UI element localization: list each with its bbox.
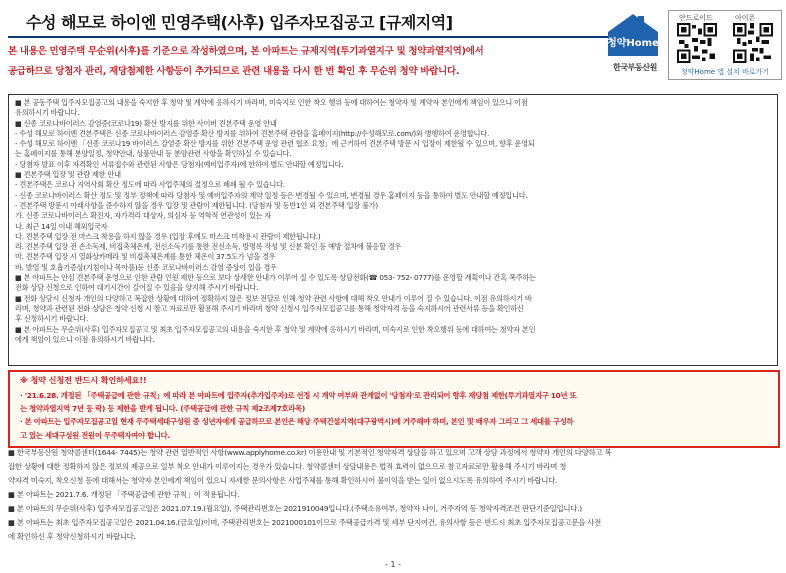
text-line: - 수성 해모로 하이엔 「신종 코로나19 바이러스 감염증 확산 방지를 위한 견본주택 운영 관련 협조 요청」에 근거하여 견본주택 방문 시 입장이 제한될 수 있으며, 향후 운영되 — [15, 139, 535, 149]
bottom-notes — [8, 446, 778, 544]
text-line: 에 확인하신 후 청약신청하시기 바랍니다. — [8, 532, 136, 541]
android-qr-code[interactable] — [677, 23, 717, 63]
text-line: 잡한 상황에 대한 정확하지 않은 정보의 제공으로 일부 착오 안내가 이루어지는 경우가 있습니다. 청약콜센터 상담내용은 법적 효력이 없으므로 참고자료로만 활용해 주시기 바라며 청 — [8, 462, 567, 471]
text-line: ■ 본 아파트의 무순위(사후) 입주자모집공고일은 2021.07.19.(월요일), 주택관리번호는 2021910049입니다.(주택소유여부, 청약자 나이, 거주지역 등 청약자격조건 판단기준일입니다.) — [8, 504, 582, 513]
text-line: ■ 본 아파트는 2021.7.6. 개정된 「주택공급에 관한 규칙」이 적용됩니다. — [8, 490, 240, 499]
guidance-lines — [15, 98, 771, 345]
text-line: 는 청약과열지역 7년 등 락) 등 제한을 받게 됩니다. (주택공급에 관한 규칙 제2조제7호라목) — [20, 404, 305, 414]
text-line: ■ 본 아파트는 안심 견본주택 운영으로 인한 관람 인원 제한 등으로 보다 상세한 안내가 이루어 질 수 있도록 상담전화(☎ 053- 752- 0777)를 운영할 계획이나 간혹 폭주하는 — [15, 273, 536, 283]
text-line: 에게 책임이 있으니 이점 유의하시기 바랍니다. — [15, 334, 155, 344]
text-line: - 견본주택은 코로나 지역사회 확산 정도에 따라 사업주체의 결정으로 폐쇄 될 수 있습니다. — [15, 180, 285, 190]
header — [10, 6, 650, 36]
text-line: 라. 견본주택 입장 전 손소독제, 비접촉체온계, 전신소독기를 통한 전신소독, 방명록 작성 및 신분 확인 등 예방 절차에 불응할 경우 — [15, 242, 402, 252]
text-line: ■ 견본주택 입장 및 관람 제한 안내 — [15, 170, 121, 180]
page-title: 수성 해모로 하이엔 민영주택(사후) 입주자모집공고 [규제지역] — [26, 13, 453, 32]
text-line: - 당첨자 발표 이후 자격확인 서류접수와 관련된 사항은 당첨자(예비입주자)에 한하여 별도 안내할 예정입니다. — [15, 159, 344, 169]
warning-box — [8, 370, 780, 448]
text-line: ■ 전화 상담시 신청자 개인의 다양하고 복잡한 상황에 대하여 정확하지 않은 정보 전달로 인해 청약 관련 사항에 대해 착오 안내가 이루어 질 수 있습니다. 이점 유의하시기 바 — [15, 293, 532, 303]
page-number: - 1 - — [385, 560, 401, 569]
notice-line: 본 내용은 민영주택 무순위(사후)를 기준으로 작성하였으며, 본 아파트는 규제지역(투기과열지구 및 청약과열지역)에서 — [8, 46, 484, 57]
guidance-box — [8, 94, 778, 366]
text-line: ■ 신종 코로나바이러스 감염증(코로나19) 확산 방지를 위한 사이버 견본주택 운영 안내 — [15, 118, 277, 128]
app-install-link[interactable]: 청약Home 앱 설치 바로가기 — [680, 68, 770, 76]
warning-title: ※ 청약 신청전 반드시 확인하세요!! — [20, 376, 147, 385]
qr-panel — [668, 10, 782, 80]
text-line: 바. 발열 및 호흡기증상(기침이나 목아픔)등 신종 코로나바이러스 감염 증상이 있을 경우 — [15, 262, 277, 272]
text-line: ■ 본 아파트는 최초 입주자모집공고일은 2021.04.16.(금요일)이며, 주택관리번호는 2021000101이므로 주택공급가격 및 세부 단지여건, 유의사항 등은 반드시 최초 입주자모집공고문을 사전 — [8, 518, 602, 527]
text-line: 고 있는 세대구성원 전원이 무주택자여야 합니다. — [20, 430, 170, 440]
text-line: - 수성 해모로 하이엔 견본주택은 신종 코로나바이러스 감염증 확산 방지를 위하여 견본주택 관람을 홈페이지(http://수성해모로.com/)와 병행하여 운영합니다. — [15, 128, 489, 138]
text-line: 약자격 미숙지, 착오신청 등에 대해서는 청약자 본인에게 책임이 있으니 자세한 문의사항은 사업주체를 통해 확인하시어 불이익을 받는 일이 없으시도록 유의하여 주시기 바랍니다. — [8, 476, 558, 485]
text-line: ■ 본 아파트는 무순위(사후) 입주자모집공고 및 최초 입주자모집공고의 내용을 숙지한 후 청약 및 계약에 응하시기 바라며, 미숙지로 인한 착오행위 등에 대하여는 청약자 본인 — [15, 324, 536, 334]
text-line: 전화 상담 신청으로 인하여 대기시간이 길어질 수 있음을 양지해 주시기 바랍니다. — [15, 283, 259, 293]
text-line: 유의하시기 바랍니다. — [15, 108, 80, 118]
text-line: - 신종 코로나바이러스 확산 정도 및 정부 정책에 따라 당첨자 및 예비입주자의 계약 일정 등은 변경될 수 있으며, 변경될 경우 홈페이지 등을 통하여 별도 안내할 예정입니다. — [15, 190, 528, 200]
text-line: 나. 최근 14일 이내 해외입국자 — [15, 221, 108, 231]
text-line: 가. 신종 코로나바이러스 확진자, 자가격리 대상자, 의심자 등 역학적 연관성이 있는 자 — [15, 211, 272, 221]
logo-org-name: 한국부동산원 — [613, 63, 657, 72]
title-underline — [8, 36, 624, 38]
ios-label: 아이폰 — [735, 14, 756, 22]
text-line: 라며, 청약과 관련된 전화 상담은 청약 신청 시 참고 자료로만 활용해 주시기 바라며 청약 신청시 입주자모집공고를 통해 청약자격 등을 숙지하시어 관련서류 등을 확인하신 — [15, 303, 524, 313]
text-line: - 견본주택 방문시 아래사항을 준수하지 않을 경우 입장 및 관람이 제한됩니다. (당첨자 및 동반1인 외 견본주택 입장 불가) — [15, 200, 378, 210]
text-line: 다. 견본주택 입장 전 마스크 착용을 하지 않을 경우 (입장 후에도 마스크 미착용시 관람이 제한됩니다.) — [15, 231, 321, 241]
text-line: 마. 견본주택 입장 시 열화상카메라 및 비접촉체온계를 통한 체온이 37.5도가 넘을 경우 — [15, 252, 276, 262]
text-line: ■ 한국부동산원 청약콜센터(1644- 7445)는 청약 관련 일반적인 사항(www.applyhome.co.kr) 이용안내 및 기본적인 청약자격 상담을 하고 있으며 고객 상담 과정에서 청약자 개인의 다양하고 복 — [8, 448, 612, 457]
text-line: · 본 아파트는 입주자모집공고일 현재 무주택세대구성원 중 성년자에게 공급하므로 본인은 해당 주택건설지역(대구광역시)에 거주해야 하며, 본인 및 배우자 그리고 그 세대를 구성하 — [20, 417, 574, 427]
text-line: · '21.6.28. 개정된 「주택공급에 관한 규칙」에 따라 본 아파트에 입주자(추가입주자)로 선정 시 계약 여부와 관계없이 '당첨자'로 관리되어 향후 재당첨 제한(투기과열지구 10년 또 — [20, 391, 577, 400]
logo-brand-text: 청약Home — [607, 38, 659, 49]
android-label: 안드로이드 — [679, 14, 713, 22]
ios-qr-code[interactable] — [733, 23, 773, 63]
notice-line: 공급하므로 당첨자 관리, 재당첨제한 사항등이 추가되므로 관련 내용을 다시 한 번 확인 후 무순위 청약 바랍니다. — [8, 66, 460, 77]
regulation-notice — [8, 42, 628, 82]
text-line: 는 홈페이지를 통해 분양일정, 청약안내, 상품안내 등 분양관련 사항을 확인하실 수 있습니다. — [15, 149, 292, 159]
text-line: 후 신청하시기 바랍니다. — [15, 314, 89, 324]
warning-lines — [20, 389, 768, 442]
text-line: ■ 본 공동주택 입주자모집공고의 내용을 숙지한 후 청약 및 계약에 응하시기 바라며, 미숙지로 인한 착오 행위 등에 대하여는 청약자 및 계약자 본인에게 책임이 있으니 이점 — [15, 98, 528, 107]
